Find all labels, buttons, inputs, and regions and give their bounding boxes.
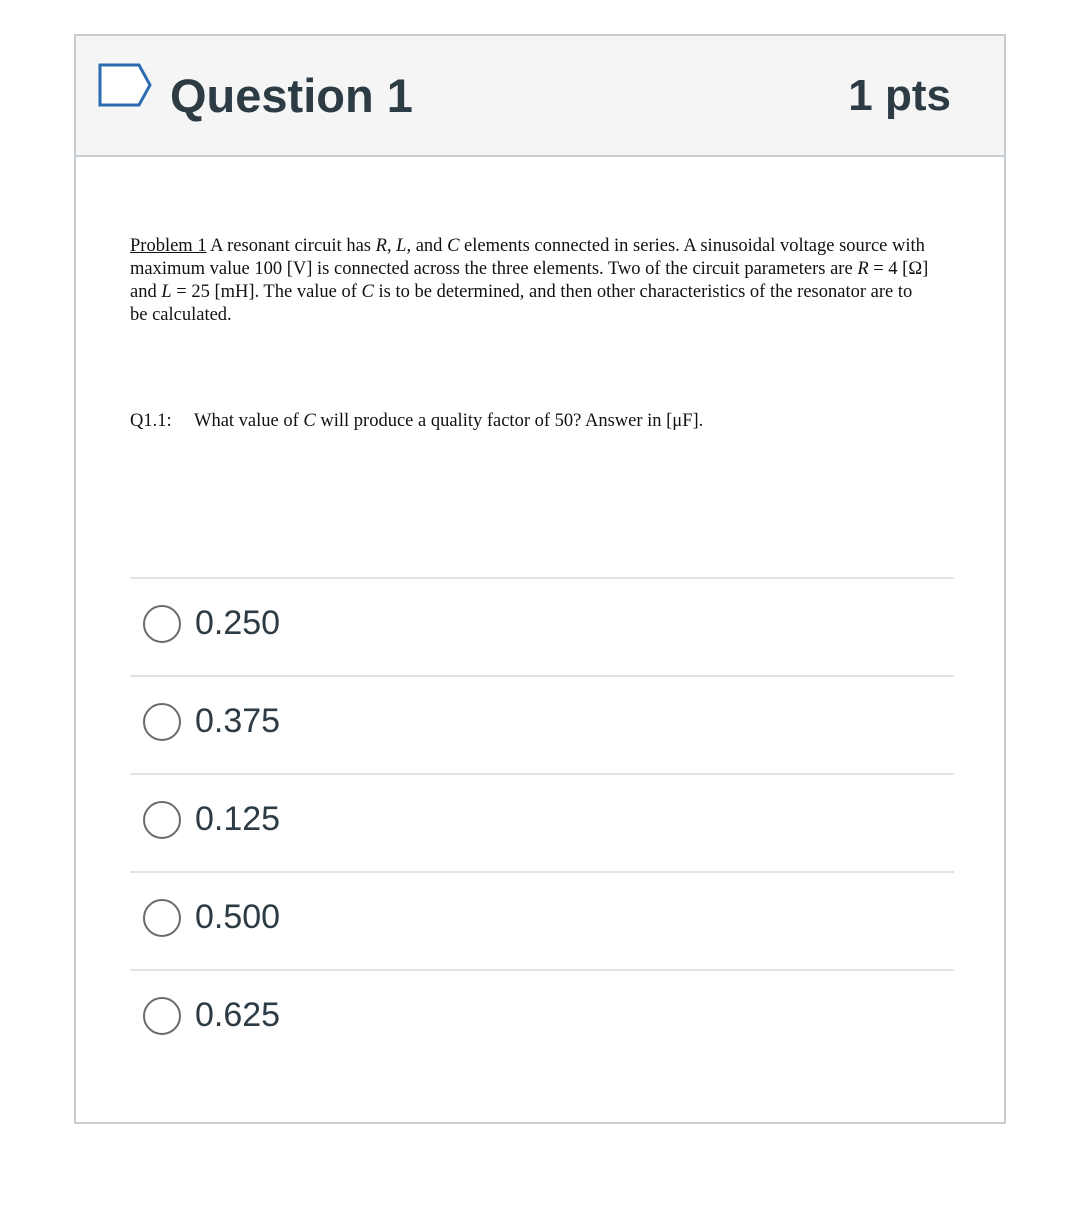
radio-button[interactable] xyxy=(143,605,181,643)
problem-text-segment: is to be determined, and then other characteristics of the resonator are to be calculated. xyxy=(130,282,913,325)
radio-button[interactable] xyxy=(143,703,181,741)
flag-outline-icon[interactable] xyxy=(97,62,153,108)
sub-question xyxy=(130,409,930,433)
answer-option[interactable] xyxy=(130,969,954,1067)
problem-body xyxy=(130,236,928,325)
answer-label[interactable]: 0.500 xyxy=(195,898,281,936)
problem-text-segment: elements connected in series. A sinusoidal voltage source with maximum value 100 [V] is connected across the three elements. Two of the circuit parameters are xyxy=(130,236,925,279)
sub-question-number: Q1.1: xyxy=(130,411,172,431)
answer-option[interactable] xyxy=(130,871,954,969)
radio-button[interactable] xyxy=(143,899,181,937)
answer-label[interactable]: 0.250 xyxy=(195,604,281,642)
radio-button[interactable] xyxy=(143,801,181,839)
question-card xyxy=(74,34,1006,1124)
answer-label[interactable]: 0.625 xyxy=(195,996,281,1034)
question-title: Question 1 xyxy=(170,69,413,122)
problem-text-segment: A resonant circuit has xyxy=(206,236,376,256)
problem-variable: C xyxy=(447,236,460,256)
question-points: 1 pts xyxy=(848,71,951,120)
answer-option[interactable] xyxy=(130,773,954,871)
problem-label: Problem 1 xyxy=(130,236,207,256)
sub-question-text-after: will produce a quality factor of 50? Answer in [μF]. xyxy=(315,411,704,431)
problem-variable: R xyxy=(375,236,387,256)
problem-variable: L xyxy=(161,282,172,302)
answer-label[interactable]: 0.375 xyxy=(195,702,281,740)
problem-text-segment: , xyxy=(386,236,397,256)
sub-question-text-before: What value of xyxy=(194,411,304,431)
problem-variable: R xyxy=(857,259,869,279)
problem-text-segment: , and xyxy=(406,236,448,256)
answer-label[interactable]: 0.125 xyxy=(195,800,281,838)
answer-option[interactable] xyxy=(130,675,954,773)
problem-variable: C xyxy=(361,282,374,302)
problem-text-segment: = 25 [mH]. The value of xyxy=(171,282,362,302)
radio-button[interactable] xyxy=(143,997,181,1035)
problem-text-segment: = 4 [Ω] and xyxy=(130,259,929,302)
answer-option[interactable] xyxy=(130,577,954,675)
question-header xyxy=(76,36,1004,157)
sub-question-variable: C xyxy=(303,411,316,431)
answer-list xyxy=(130,577,954,1067)
problem-variable: L xyxy=(396,236,407,256)
problem-statement xyxy=(130,235,930,327)
